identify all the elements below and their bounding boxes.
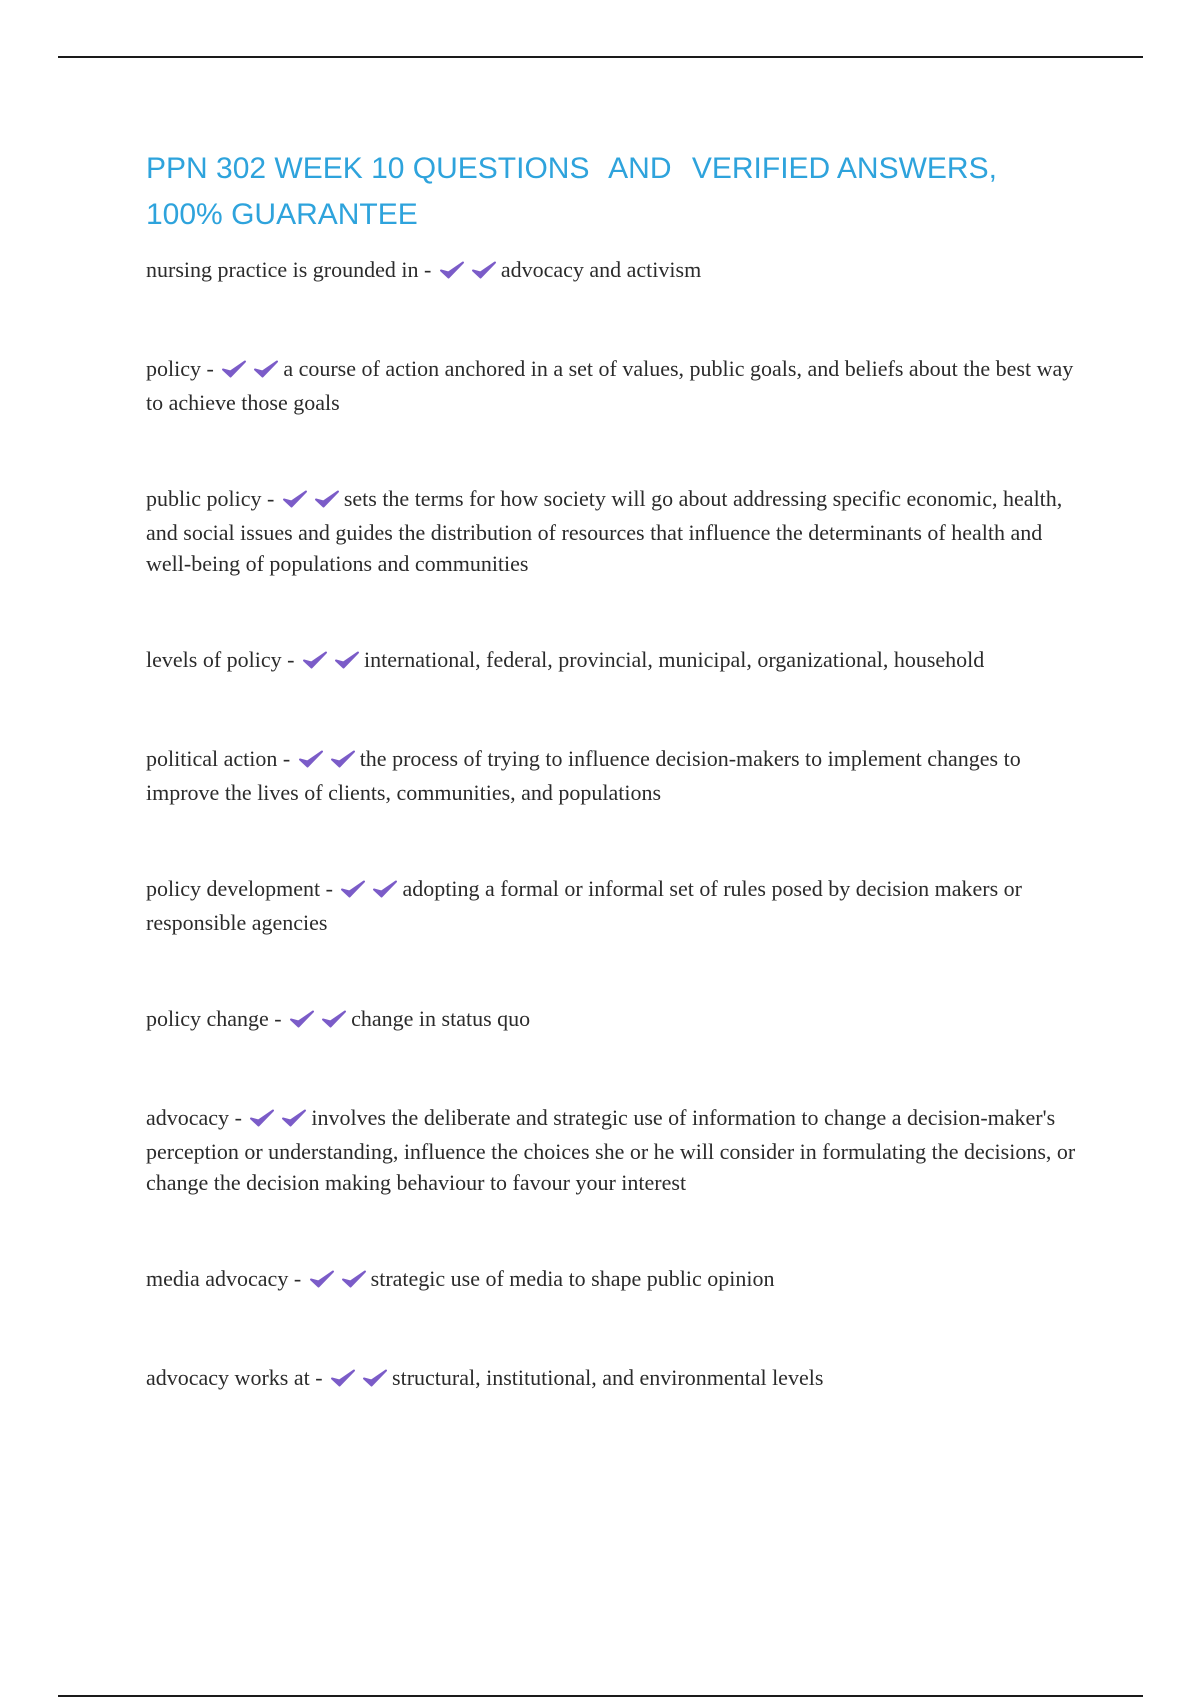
check-icon xyxy=(282,489,308,509)
qa-term: media advocacy xyxy=(146,1266,289,1291)
document-title xyxy=(146,146,1086,238)
qa-item xyxy=(146,743,1086,808)
qa-term: nursing practice is grounded in xyxy=(146,257,419,282)
check-icon xyxy=(471,260,497,280)
check-icon xyxy=(321,1009,347,1029)
qa-item xyxy=(146,1003,1086,1037)
qa-item xyxy=(146,644,1086,678)
bottom-rule xyxy=(58,1695,1143,1697)
verified-checks xyxy=(282,486,342,517)
qa-separator: - xyxy=(277,746,296,771)
check-icon xyxy=(341,1269,367,1289)
qa-definition: advocacy and activism xyxy=(500,257,702,282)
qa-term: advocacy xyxy=(146,1105,230,1130)
qa-item xyxy=(146,1362,1086,1396)
qa-separator: - xyxy=(201,356,220,381)
top-rule xyxy=(58,56,1143,58)
qa-definition: the process of trying to influence decision-makers to implement changes to improve the lives of clients, communities, and populations xyxy=(146,746,1021,805)
qa-definition: a course of action anchored in a set of values, public goals, and beliefs about the best way to achieve those goals xyxy=(146,356,1074,415)
verified-checks xyxy=(289,1006,349,1037)
verified-checks xyxy=(330,1365,390,1396)
check-icon xyxy=(289,1009,315,1029)
qa-definition: adopting a formal or informal set of rules posed by decision makers or responsible agencies xyxy=(146,876,1022,935)
qa-term: policy change xyxy=(146,1006,269,1031)
check-icon xyxy=(362,1368,388,1388)
qa-item xyxy=(146,1102,1086,1198)
qa-term: political action xyxy=(146,746,278,771)
qa-separator: - xyxy=(268,1006,288,1031)
check-icon xyxy=(314,489,340,509)
qa-item xyxy=(146,254,1086,288)
check-icon xyxy=(253,359,279,379)
check-icon xyxy=(330,1368,356,1388)
qa-definition: sets the terms for how society will go about addressing specific economic, health, and social issues and guides the distribution of resources that influence the determinants of health and well-being of populations and communities xyxy=(146,486,1063,576)
check-icon xyxy=(334,650,360,670)
verified-checks xyxy=(340,876,400,907)
check-icon xyxy=(298,749,324,769)
qa-separator: - xyxy=(229,1105,248,1130)
qa-term: advocacy works at xyxy=(146,1365,310,1390)
title-line-2: 100% GUARANTEE xyxy=(146,198,418,231)
verified-checks xyxy=(298,746,358,777)
check-icon xyxy=(221,359,247,379)
qa-term: levels of policy xyxy=(146,647,282,672)
check-icon xyxy=(249,1108,275,1128)
qa-separator: - xyxy=(418,257,437,282)
title-part-3: VERIFIED ANSWERS, xyxy=(691,152,997,185)
qa-separator: - xyxy=(320,876,339,901)
qa-definition: change in status quo xyxy=(351,1006,531,1031)
qa-term: policy xyxy=(146,356,201,381)
qa-item xyxy=(146,353,1086,418)
title-part-2: AND xyxy=(608,152,672,185)
qa-separator: - xyxy=(261,486,280,511)
qa-item xyxy=(146,873,1086,938)
qa-term: policy development xyxy=(146,876,321,901)
qa-item xyxy=(146,483,1086,579)
qa-separator: - xyxy=(309,1365,329,1390)
check-icon xyxy=(340,879,366,899)
verified-checks xyxy=(249,1105,309,1136)
verified-checks xyxy=(309,1266,369,1297)
verified-checks xyxy=(221,356,281,387)
qa-list xyxy=(146,254,1086,1396)
qa-term: public policy xyxy=(146,486,262,511)
document-body xyxy=(146,146,1086,1396)
check-icon xyxy=(281,1108,307,1128)
qa-definition: international, federal, provincial, municipal, organizational, household xyxy=(363,647,985,672)
title-part-1: PPN 302 WEEK 10 QUESTIONS xyxy=(146,152,590,185)
check-icon xyxy=(302,650,328,670)
check-icon xyxy=(330,749,356,769)
check-icon xyxy=(439,260,465,280)
qa-definition: strategic use of media to shape public opinion xyxy=(370,1266,775,1291)
verified-checks xyxy=(439,257,499,288)
check-icon xyxy=(309,1269,335,1289)
qa-item xyxy=(146,1263,1086,1297)
verified-checks xyxy=(302,647,362,678)
qa-separator: - xyxy=(288,1266,307,1291)
qa-definition: structural, institutional, and environmental levels xyxy=(392,1365,824,1390)
qa-definition: involves the deliberate and strategic use of information to change a decision-maker's perception or understanding, influence the choices she or he will consider in formulating the decisions, or change the decision making behaviour to favour your interest xyxy=(146,1105,1076,1195)
qa-separator: - xyxy=(281,647,300,672)
check-icon xyxy=(372,879,398,899)
